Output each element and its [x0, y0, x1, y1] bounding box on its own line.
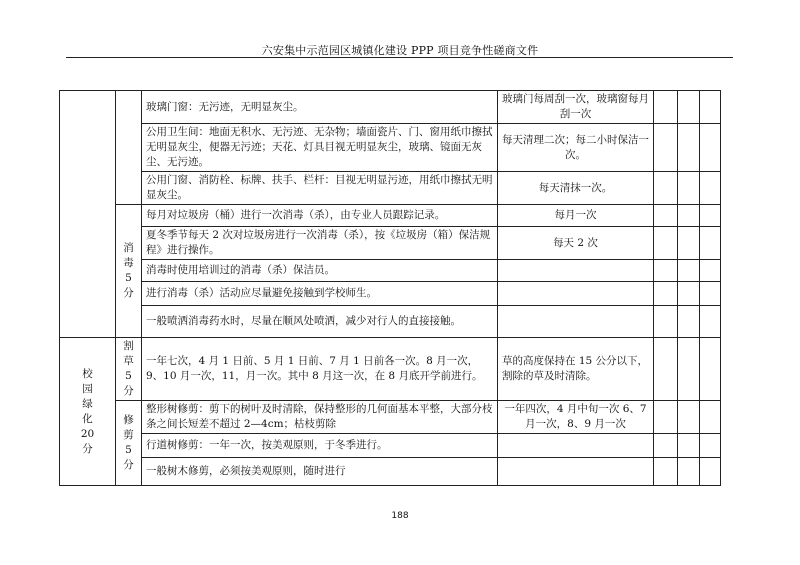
score-cell	[700, 306, 721, 338]
score-cell	[700, 172, 721, 205]
page-number: 188	[391, 511, 409, 521]
score-cell	[700, 401, 721, 434]
score-cell	[700, 282, 721, 306]
score-cell	[654, 124, 678, 172]
table-row	[60, 401, 721, 434]
standard-frequency	[498, 282, 654, 306]
score-cell	[700, 91, 721, 124]
subcategory-cell-blank	[116, 91, 142, 205]
standard-content: 行道树修剪：一年一次，按美观原则，于冬季进行。	[142, 434, 498, 458]
standard-frequency: 每天清理二次；每二小时保洁一次。	[498, 124, 654, 172]
score-cell	[678, 282, 700, 306]
score-cell	[700, 260, 721, 282]
standard-content: 公用门窗、消防栓、标牌、扶手、栏杆：目视无明显污迹，用纸巾擦拭无明显灰尘。	[142, 172, 498, 205]
score-cell	[678, 401, 700, 434]
standard-frequency	[498, 458, 654, 486]
score-cell	[678, 205, 700, 227]
score-cell	[700, 434, 721, 458]
standard-frequency: 每天清抹一次。	[498, 172, 654, 205]
standard-frequency	[498, 306, 654, 338]
score-cell	[678, 458, 700, 486]
score-cell	[654, 227, 678, 260]
score-cell	[678, 306, 700, 338]
table-row	[60, 434, 721, 458]
score-cell	[654, 260, 678, 282]
standard-content: 玻璃门窗：无污迹，无明显灰尘。	[142, 91, 498, 124]
standard-content: 消毒时使用培训过的消毒（杀）保洁员。	[142, 260, 498, 282]
pruning-label: 修 剪 5 分	[116, 401, 142, 486]
header-rule	[66, 57, 733, 58]
score-cell	[654, 91, 678, 124]
score-cell	[654, 434, 678, 458]
standard-content: 进行消毒（杀）活动应尽量避免接触到学校师生。	[142, 282, 498, 306]
standard-content: 每月对垃圾房（桶）进行一次消毒（杀），由专业人员跟踪记录。	[142, 205, 498, 227]
score-cell	[654, 172, 678, 205]
cleaning-standards-table	[59, 90, 721, 486]
score-cell	[654, 401, 678, 434]
standard-frequency: 一年四次，4 月中旬一次 6、7 月一次，8、9 月一次	[498, 401, 654, 434]
table-row	[60, 306, 721, 338]
table-row	[60, 124, 721, 172]
standard-frequency: 玻璃门每周刮一次，玻璃窗每月刮一次	[498, 91, 654, 124]
greening-label: 校 园 绿 化 20 分	[60, 338, 116, 486]
standard-content: 整形树修剪：剪下的树叶及时清除，保持整形的几何面基本平整，大部分枝条之间长短差不超过 2—4cm；枯枝剪除	[142, 401, 498, 434]
score-cell	[678, 172, 700, 205]
standard-content: 一年七次，4 月 1 日前、5 月 1 日前、7 月 1 日前各一次。8 月一次，9、10 月一次，11，月一次。其中 8 月这一次，在 8 月底开学前进行。	[142, 338, 498, 401]
standard-frequency: 每天 2 次	[498, 227, 654, 260]
score-cell	[654, 282, 678, 306]
table-row	[60, 458, 721, 486]
table-row	[60, 260, 721, 282]
mowing-label: 割 草 5 分	[116, 338, 142, 401]
score-cell	[678, 338, 700, 401]
table-row	[60, 227, 721, 260]
disinfection-label: 消 毒 5 分	[116, 205, 142, 338]
score-cell	[678, 91, 700, 124]
standard-frequency	[498, 260, 654, 282]
standard-content: 夏冬季节每天 2 次对垃圾房进行一次消毒（杀），按《垃圾房（箱）保洁规程》进行操作。	[142, 227, 498, 260]
score-cell	[700, 124, 721, 172]
score-cell	[678, 124, 700, 172]
score-cell	[654, 205, 678, 227]
table-row	[60, 172, 721, 205]
standard-content: 一般喷洒消毒药水时，尽量在顺风处喷洒，减少对行人的直接接触。	[142, 306, 498, 338]
standard-frequency	[498, 434, 654, 458]
score-cell	[700, 205, 721, 227]
standard-content: 一般树木修剪，必须按美观原则，随时进行	[142, 458, 498, 486]
score-cell	[700, 458, 721, 486]
category-cell-blank	[60, 91, 116, 338]
standard-frequency: 草的高度保持在 15 公分以下，割除的草及时清除。	[498, 338, 654, 401]
score-cell	[654, 458, 678, 486]
score-cell	[678, 227, 700, 260]
score-cell	[654, 306, 678, 338]
standard-frequency: 每月一次	[498, 205, 654, 227]
score-cell	[678, 260, 700, 282]
table-row	[60, 91, 721, 124]
document-header: 六安集中示范园区城镇化建设 PPP 项目竞争性磋商文件	[261, 44, 539, 57]
score-cell	[654, 338, 678, 401]
standard-content: 公用卫生间：地面无积水、无污迹、无杂物；墙面瓷片、门、窗用纸巾擦拭无明显灰尘，便器无污迹；天花、灯具目视无明显灰尘，玻璃、镜面无灰尘、无污迹。	[142, 124, 498, 172]
table-row	[60, 205, 721, 227]
table-row	[60, 338, 721, 401]
table-row	[60, 282, 721, 306]
score-cell	[700, 227, 721, 260]
score-cell	[678, 434, 700, 458]
score-cell	[700, 338, 721, 401]
